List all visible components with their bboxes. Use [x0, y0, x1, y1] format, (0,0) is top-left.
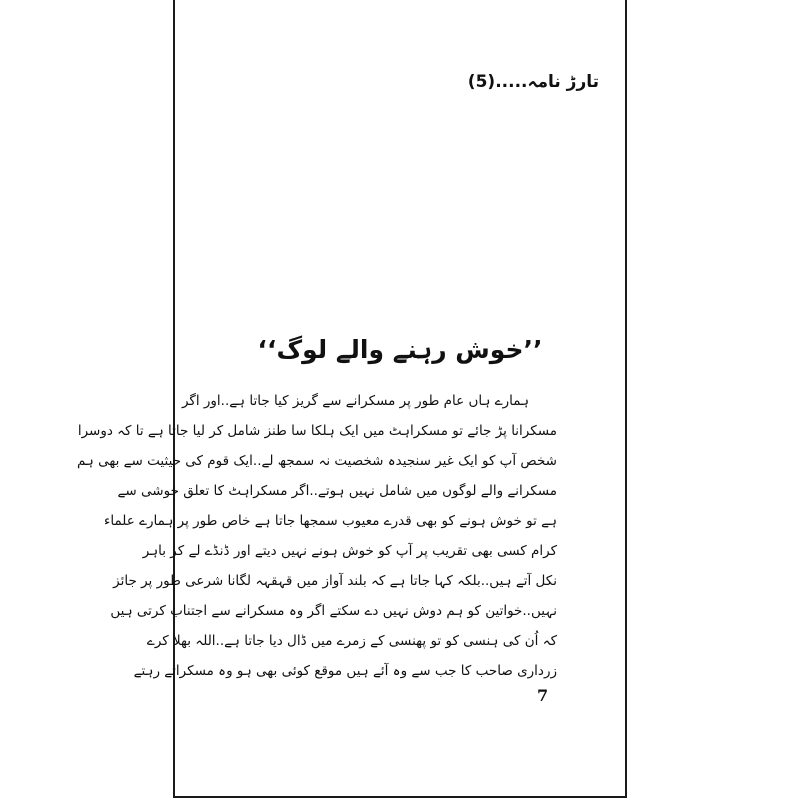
text-line: شخص آپ کو ایک غیر سنجیدہ شخصیت نہ سمجھ لے..ایک قوم کی حیثیت سے بھی ہم: [76, 453, 557, 469]
text-line: کرام کسی بھی تقریب پر آپ کو خوش ہونے نہیں دیتے اور ڈنڈے لے کر باہر: [142, 543, 557, 559]
text-line: مسکرانے والے لوگوں میں شامل نہیں ہوتے..اگر مسکراہٹ کا تعلق خوشی سے: [117, 483, 557, 499]
text-line: نکل آتے ہیں..بلکہ کہا جاتا ہے کہ بلند آواز میں قہقہہ لگانا شرعی طور پر جائز: [113, 573, 557, 589]
text-line: کہ اُن کی ہنسی کو تو پھنسی کے زمرے میں ڈال دیا جاتا ہے..اللہ بھلا کرے: [146, 633, 557, 649]
chapter-heading: ’’خوش رہنے والے لوگ‘‘: [257, 335, 543, 364]
book-page: [76, 0, 627, 798]
body-paragraph: [76, 386, 557, 686]
page-number: 7: [537, 686, 549, 705]
text-line: نہیں..خواتین کو ہم دوش نہیں دے سکتے اگر وہ مسکرانے سے اجتناب کرتی ہیں: [110, 603, 557, 619]
text-line: مسکرانا پڑ جائے تو مسکراہٹ میں ایک ہلکا سا طنز شامل کر لیا جاتا ہے تا کہ دوسرا: [77, 423, 557, 439]
text-line: ہے تو خوش ہونے کو بھی قدرے معیوب سمجھا جاتا ہے خاص طور پر ہمارے علماء: [104, 513, 557, 529]
book-title-header: تارڑ نامہ.....(5): [467, 72, 599, 92]
running-header: [199, 70, 599, 94]
text-line: زرداری صاحب کا جب سے وہ آئے ہیں موقع کوئی بھی ہو وہ مسکراتے رہتے: [133, 663, 557, 679]
text-line: ہمارے ہاں عام طور پر مسکرانے سے گریز کیا جاتا ہے..اور اگر: [181, 393, 529, 409]
